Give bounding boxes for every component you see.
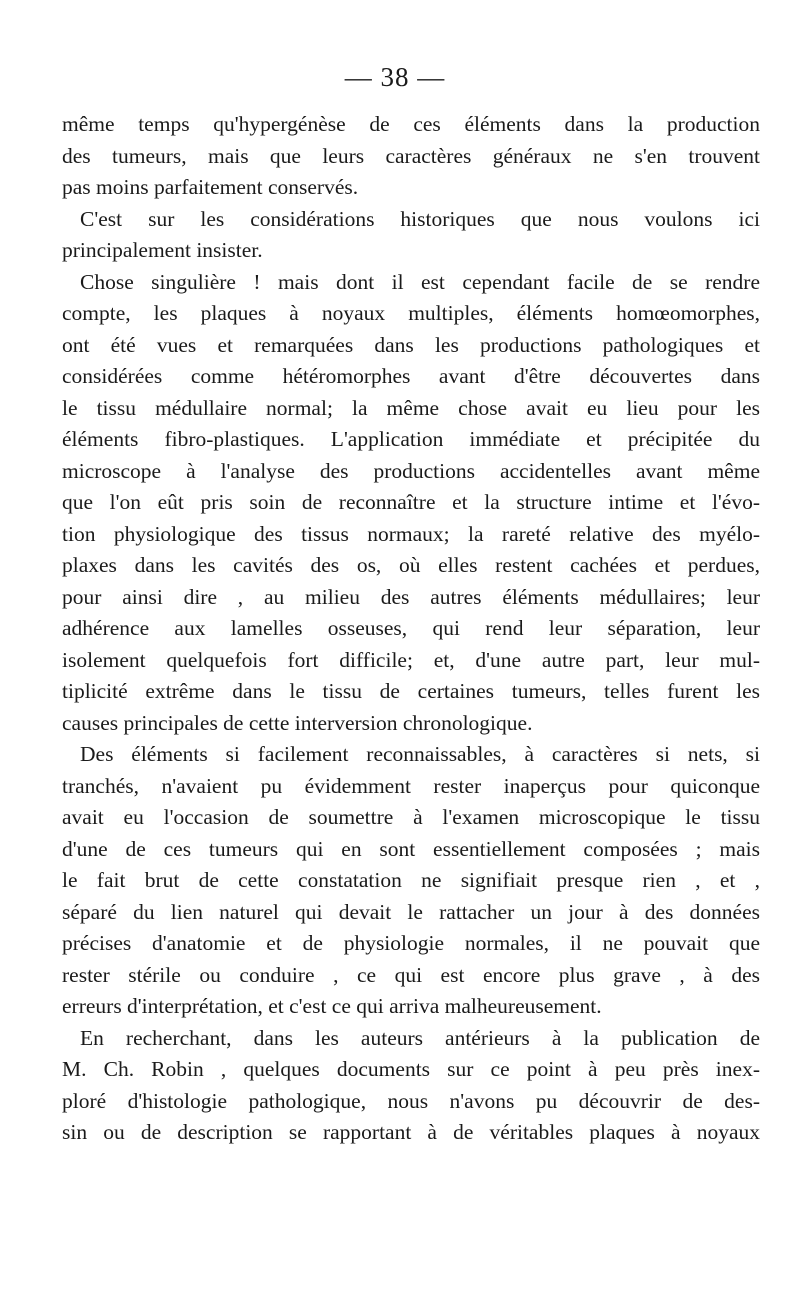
text-line: Chose singulière ! mais dont il est cependant facile de se rendre [80,269,760,294]
text-line: rester stérile ou conduire , ce qui est encore plus grave , à des [62,962,760,987]
text-line: même temps qu'hypergénèse de ces éléments dans la production [62,112,760,136]
text-line: avait eu l'occasion de soumettre à l'examen microscopique le tissu [62,805,760,829]
text-line: des tumeurs, mais que leurs caractères généraux ne s'en trouvent [62,143,760,168]
text-line: adhérence aux lamelles osseuses, qui rend leur séparation, leur [62,616,760,640]
text-line: pas moins parfaitement conservés. [62,175,359,199]
text-line: sin ou de description se rapportant à de véritables plaques à noyaux [62,1120,760,1144]
page-number: — 38 — [344,62,446,92]
text-line: le tissu médullaire normal; la même chose avait eu lieu pour les [62,395,760,420]
text-line: causes principales de cette interversion chronologique. [62,710,533,735]
text-line: tranchés, n'avaient pu évidemment rester inaperçus pour quiconque [62,773,760,798]
text-line: En recherchant, dans les auteurs antérieurs à la publication de [80,1025,760,1050]
text-line: Des éléments si facilement reconnaissables, à caractères si nets, si [80,742,760,766]
text-line: précises d'anatomie et de physiologie normales, il ne pouvait que [62,931,760,955]
body-text [62,109,760,1149]
text-line: plaxes dans les cavités des os, où elles restent cachées et perdues, [62,553,760,577]
text-line: ont été vues et remarquées dans les productions pathologiques et [62,332,760,357]
text-line: d'une de ces tumeurs qui en sont essentiellement composées ; mais [62,836,760,861]
text-line: erreurs d'interprétation, et c'est ce qui arriva malheureusement. [62,994,602,1018]
text-line: C'est sur les considérations historiques que nous voulons ici [80,206,760,231]
text-line: pour ainsi dire , au milieu des autres éléments médullaires; leur [62,584,760,609]
text-line: tion physiologique des tissus normaux; la rareté relative des myélo- [62,521,760,546]
text-line: séparé du lien naturel qui devait le rattacher un jour à des données [62,899,760,924]
text-line: principalement insister. [62,238,263,262]
text-line: tiplicité extrême dans le tissu de certaines tumeurs, telles furent les [62,679,760,703]
text-line: le fait brut de cette constatation ne signifiait presque rien , et , [62,868,760,892]
text-line: compte, les plaques à noyaux multiples, éléments homœomorphes, [62,301,760,325]
text-line: considérées comme hétéromorphes avant d'être découvertes dans [62,364,760,388]
text-line: que l'on eût pris soin de reconnaître et la structure intime et l'évo- [62,490,760,514]
text-line: éléments fibro-plastiques. L'application immédiate et précipitée du [62,427,760,451]
text-line: microscope à l'analyse des productions accidentelles avant même [62,458,760,483]
text-line: M. Ch. Robin , quelques documents sur ce point à peu près inex- [62,1057,760,1081]
text-line: isolement quelquefois fort difficile; et, d'une autre part, leur mul- [62,647,760,672]
text-line: ploré d'histologie pathologique, nous n'avons pu découvrir de des- [62,1088,760,1113]
